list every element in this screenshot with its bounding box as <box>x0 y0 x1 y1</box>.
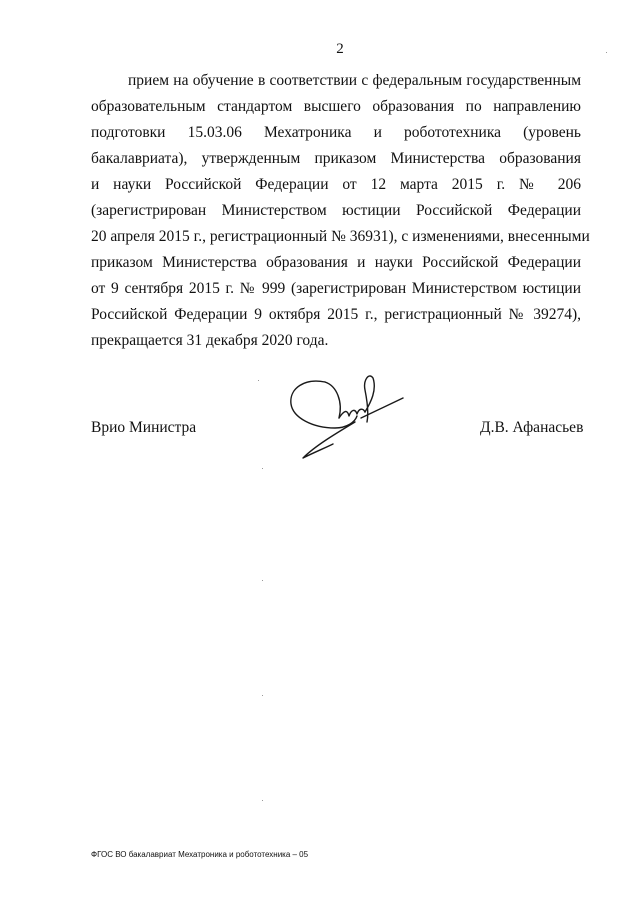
body-line: образовательным стандартом высшего образования по направлению <box>91 98 581 115</box>
body-line: прием на обучение в соответствии с федеральным государственным <box>128 72 581 89</box>
signatory-name: Д.В. Афанасьев <box>480 419 584 436</box>
scan-speck <box>262 580 263 581</box>
body-line: Российской Федерации 9 октября 2015 г., регистрационный № 39274), <box>91 306 581 323</box>
body-line: и науки Российской Федерации от 12 марта 2015 г. № 206 <box>91 176 581 193</box>
scan-speck <box>606 52 607 53</box>
body-line: (зарегистрирован Министерством юстиции Российской Федерации <box>91 202 581 219</box>
scan-speck <box>258 380 259 381</box>
body-line: прекращается 31 декабря 2020 года. <box>91 332 329 349</box>
body-line: подготовки 15.03.06 Мехатроника и робототехника (уровень <box>91 124 581 141</box>
signatory-title: Врио Министра <box>91 419 197 436</box>
handwritten-signature <box>285 372 415 468</box>
body-line: бакалавриата), утвержденным приказом Министерства образования <box>91 150 581 167</box>
scan-speck <box>262 468 263 469</box>
scan-speck <box>262 800 263 801</box>
body-line: от 9 сентября 2015 г. № 999 (зарегистрирован Министерством юстиции <box>91 280 581 297</box>
body-line: приказом Министерства образования и науки Российской Федерации <box>91 254 581 271</box>
scan-speck <box>262 695 263 696</box>
footer-text: ФГОС ВО бакалавриат Мехатроника и робототехника – 05 <box>91 850 309 859</box>
page-number: 2 <box>336 41 344 57</box>
body-line: 20 апреля 2015 г., регистрационный № 36931), с изменениями, внесенными <box>91 228 590 245</box>
